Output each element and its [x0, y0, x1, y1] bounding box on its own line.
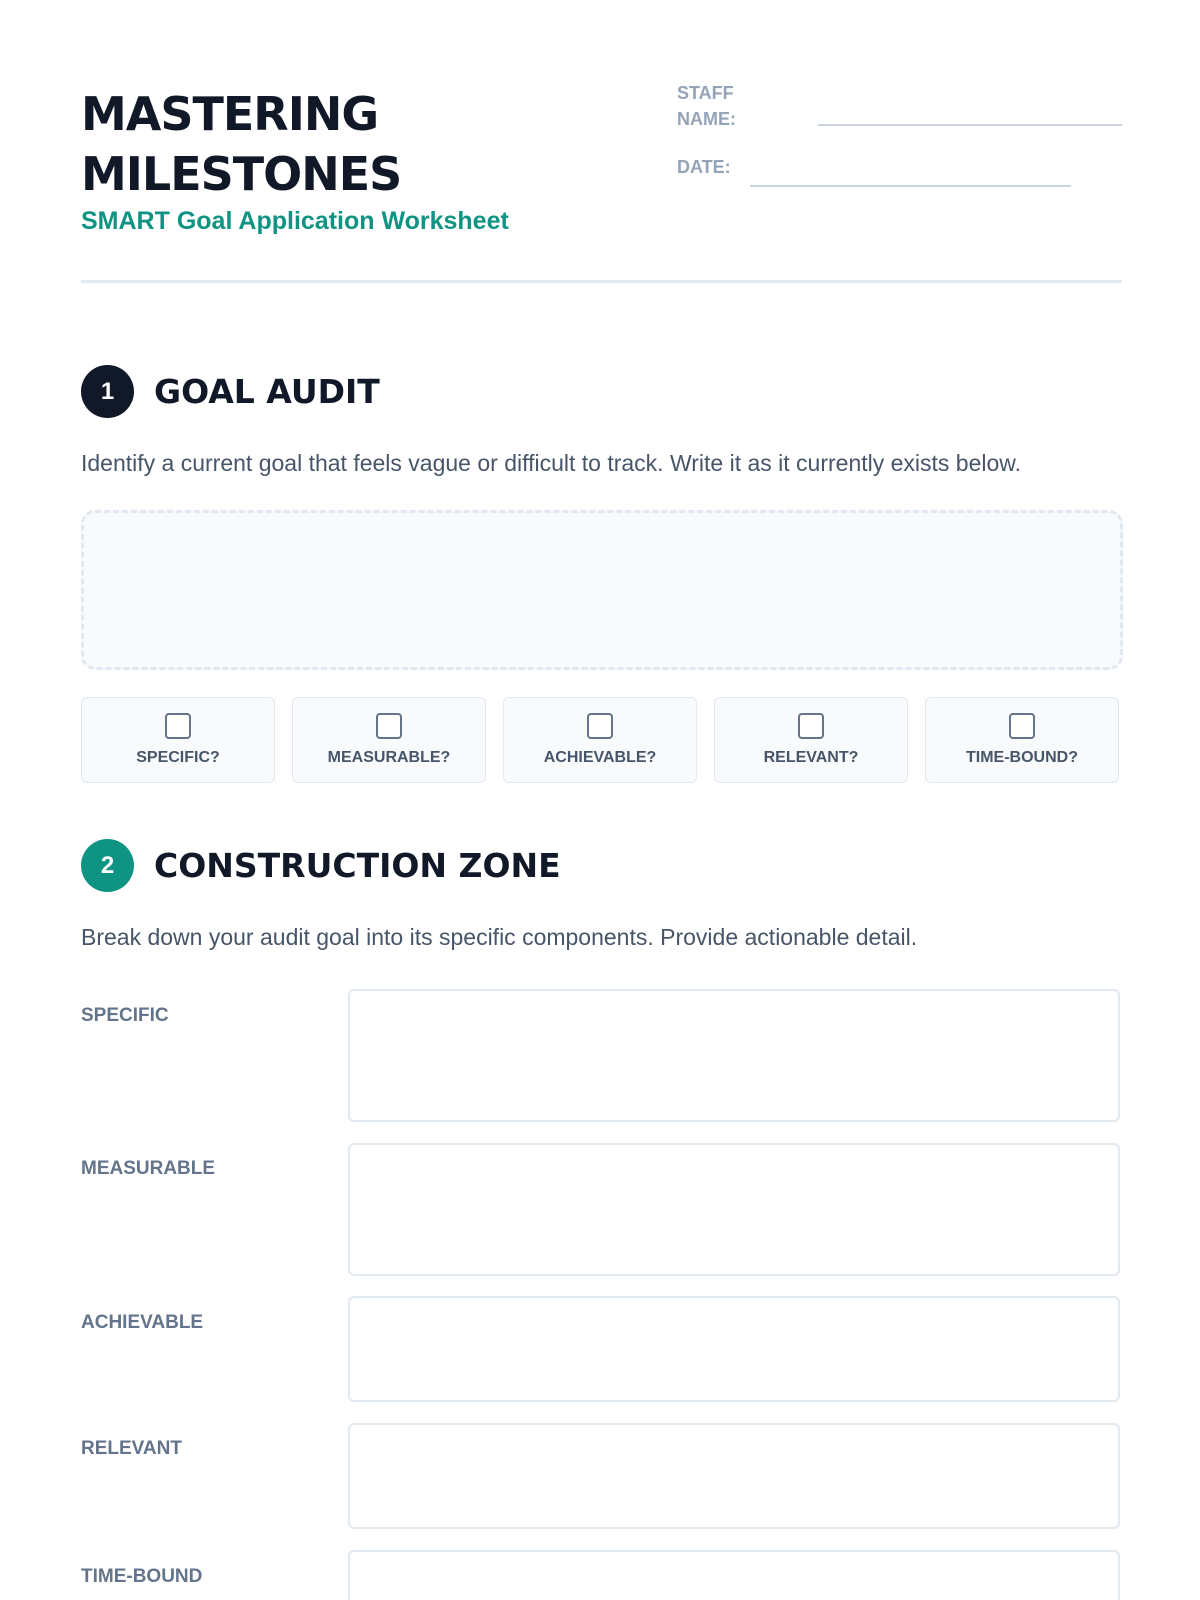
section-2-number-badge: 2 — [81, 839, 134, 892]
goal-audit-input[interactable] — [81, 510, 1123, 670]
time-bound-input[interactable] — [348, 1550, 1120, 1600]
row-label-specific: SPECIFIC — [81, 1005, 169, 1026]
check-label-relevant: RELEVANT? — [763, 749, 859, 766]
check-label-measurable: MEASURABLE? — [327, 749, 451, 766]
checkbox-time-bound[interactable] — [1009, 713, 1035, 739]
page-subtitle: SMART Goal Application Worksheet — [81, 207, 509, 235]
section-2-title: CONSTRUCTION ZONE — [154, 846, 561, 885]
section-1-description: Identify a current goal that feels vague or difficult to track. Write it as it currently exists below. — [81, 450, 1022, 476]
check-card-relevant[interactable] — [714, 697, 908, 783]
check-label-specific: SPECIFIC? — [136, 749, 220, 766]
page-title — [81, 84, 621, 204]
section-1-number-badge: 1 — [81, 365, 134, 418]
checkbox-relevant[interactable] — [798, 713, 824, 739]
date-label: DATE: — [677, 157, 731, 177]
staff-label-line-2: NAME: — [677, 109, 736, 129]
checkbox-measurable[interactable] — [376, 713, 402, 739]
check-label-time-bound: TIME-BOUND? — [966, 749, 1078, 766]
section-2-description: Break down your audit goal into its specific components. Provide actionable detail. — [81, 924, 918, 950]
check-label-achievable: ACHIEVABLE? — [543, 749, 657, 766]
row-label-relevant: RELEVANT — [81, 1438, 182, 1459]
checkbox-achievable[interactable] — [587, 713, 613, 739]
measurable-input[interactable] — [348, 1143, 1120, 1276]
smart-checklist — [81, 697, 1122, 785]
check-card-time-bound[interactable] — [925, 697, 1119, 783]
relevant-input[interactable] — [348, 1423, 1120, 1529]
staff-name-field[interactable] — [818, 124, 1122, 126]
row-label-time-bound: TIME-BOUND — [81, 1566, 203, 1587]
staff-name-label — [677, 80, 767, 132]
section-1-title: GOAL AUDIT — [154, 372, 380, 411]
date-field[interactable] — [750, 185, 1071, 187]
header-divider — [81, 280, 1122, 283]
row-label-measurable: MEASURABLE — [81, 1158, 216, 1179]
row-label-achievable: ACHIEVABLE — [81, 1312, 204, 1333]
checkbox-specific[interactable] — [165, 713, 191, 739]
title-line-2: MILESTONES — [81, 147, 402, 201]
check-card-measurable[interactable] — [292, 697, 486, 783]
achievable-input[interactable] — [348, 1296, 1120, 1402]
specific-input[interactable] — [348, 989, 1120, 1122]
check-card-achievable[interactable] — [503, 697, 697, 783]
staff-label-line-1: STAFF — [677, 83, 734, 103]
check-card-specific[interactable] — [81, 697, 275, 783]
title-line-1: MASTERING — [81, 87, 379, 141]
